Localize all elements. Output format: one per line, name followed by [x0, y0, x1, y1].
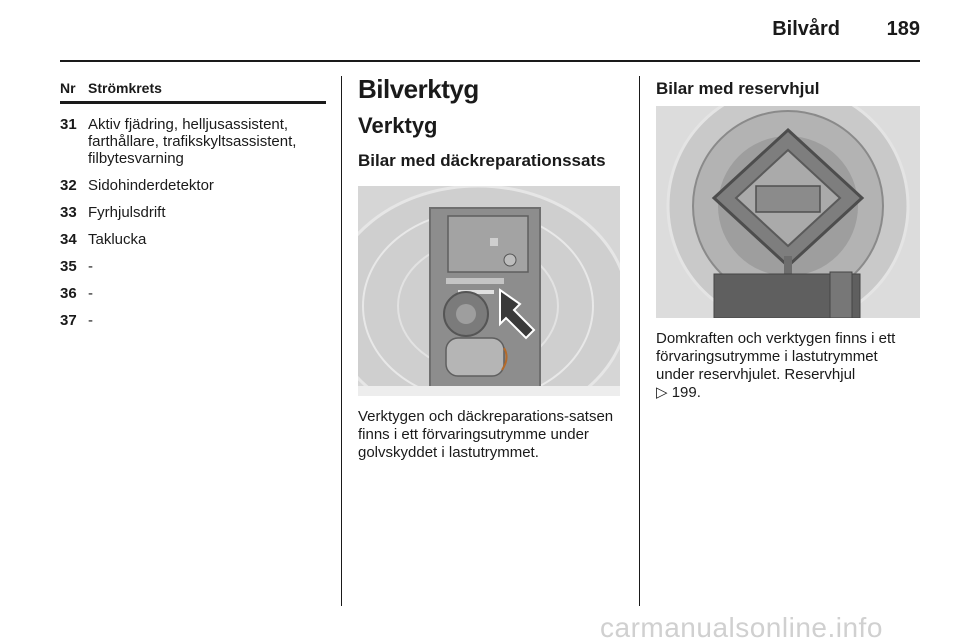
section-title: Bilverktyg: [358, 74, 479, 104]
page-header-title: Bilvård: [772, 18, 840, 40]
watermark-text: carmanualsonline.info: [600, 612, 883, 643]
table-row: [60, 116, 326, 167]
row-circuit: -: [88, 285, 93, 302]
spare-wheel-heading: Bilar med reservhjul: [656, 79, 820, 98]
repair-kit-text: Verktygen och däckreparations-satsen finns i ett förvaringsutrymme under golvskyddet i lastutrymmet.: [358, 408, 614, 461]
row-number: 31: [60, 116, 77, 133]
table-row: [60, 231, 326, 248]
row-number: 36: [60, 285, 77, 302]
row-number: 32: [60, 177, 77, 194]
repair-kit-illustration: [358, 186, 620, 396]
spare-wheel-text: [656, 330, 920, 402]
table-row: [60, 204, 326, 221]
spare-wheel-column: [656, 78, 920, 100]
row-number: 37: [60, 312, 77, 329]
row-circuit: Sidohinderdetektor: [88, 177, 214, 194]
row-circuit: Aktiv fjädring, helljusassistent, farthållare, trafikskyltsassistent, filbytesvarning: [88, 116, 297, 167]
table-header: [60, 80, 326, 104]
repair-kit-heading: Bilar med däckreparationssats: [358, 151, 606, 170]
spare-wheel-photo: [656, 106, 920, 318]
column-divider-2: [639, 76, 640, 606]
header-circuit: Strömkrets: [88, 80, 162, 96]
page-reference-icon: ▷: [656, 384, 668, 401]
page-reference: 199.: [671, 384, 701, 401]
header-nr: Nr: [60, 80, 76, 96]
page-number: 189: [886, 18, 920, 40]
spare-wheel-illustration: [656, 106, 920, 318]
row-number: 34: [60, 231, 77, 248]
header-rule: [60, 60, 920, 62]
row-circuit: -: [88, 312, 93, 329]
row-circuit: -: [88, 258, 93, 275]
tools-column: [358, 72, 624, 172]
table-row: [60, 312, 326, 329]
table-row: [60, 285, 326, 302]
fuse-table: [60, 80, 326, 329]
row-circuit: Fyrhjulsdrift: [88, 204, 166, 221]
column-divider-1: [341, 76, 342, 606]
repair-kit-photo: [358, 186, 620, 396]
row-number: 35: [60, 258, 77, 275]
section-subtitle: Verktyg: [358, 113, 438, 138]
table-row: [60, 177, 326, 194]
table-row: [60, 258, 326, 275]
row-number: 33: [60, 204, 77, 221]
row-circuit: Taklucka: [88, 231, 147, 248]
spare-wheel-text-body: Domkraften och verktygen finns i ett förvaringsutrymme i lastutrymmet under reservhjulet. Reservhjul: [656, 330, 896, 383]
